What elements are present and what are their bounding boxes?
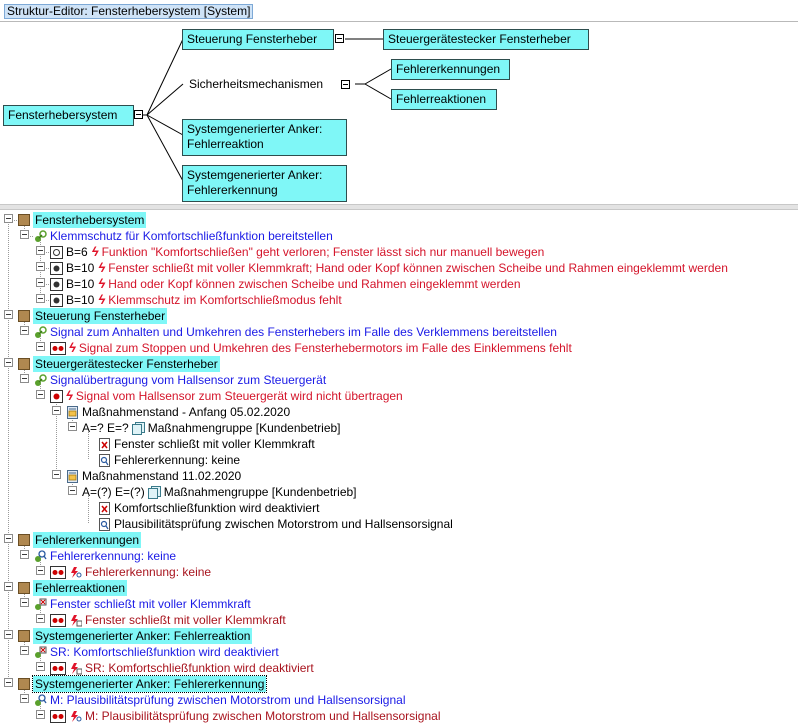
tree-node-fehlererkennungen[interactable] bbox=[18, 532, 141, 548]
failure-label: Klemmschutz im Komfortschließmodus fehlt bbox=[108, 293, 342, 307]
failure-mode-icon bbox=[50, 566, 66, 579]
avoidance-measure-icon bbox=[98, 502, 111, 515]
tree-toggle[interactable] bbox=[20, 230, 29, 239]
measure-label: Fehlererkennung: keine bbox=[114, 453, 241, 467]
failure-label: Signal vom Hallsensor zum Steuergerät wird nicht übertragen bbox=[75, 389, 403, 403]
failure-bolt-icon: ϟ bbox=[91, 244, 99, 259]
measure-label: Fenster schließt mit voller Klemmkraft bbox=[114, 437, 315, 451]
tree-toggle[interactable] bbox=[36, 246, 45, 255]
tree-node-anker-reaktion[interactable] bbox=[18, 628, 252, 644]
failure-bolt-icon: ϟ bbox=[98, 292, 106, 307]
failure-bolt-icon: ϟ bbox=[66, 388, 73, 403]
failure-label: M: Plausibilitätsprüfung zwischen Motorstrom und Hallsensorsignal bbox=[85, 709, 441, 723]
tree-function[interactable] bbox=[34, 596, 251, 612]
collapse-toggle[interactable] bbox=[335, 34, 344, 43]
diagram-node-label: Steuerung Fensterheber bbox=[187, 32, 318, 46]
function-label: Signalübertragung vom Hallsensor zum Steuergerät bbox=[50, 373, 327, 387]
system-element-icon bbox=[18, 214, 30, 226]
tree-node-label: Fehlererkennungen bbox=[35, 533, 140, 547]
tree-measure[interactable] bbox=[98, 516, 453, 532]
tree-toggle[interactable] bbox=[52, 406, 61, 415]
failure-label: Fenster schließt mit voller Klemmkraft bbox=[85, 613, 286, 627]
failure-label: Funktion "Komfortschließen" geht verloren; Fenster lässt sich nur manuell bewegen bbox=[101, 245, 545, 259]
tree-node-anker-erkennung[interactable] bbox=[18, 676, 266, 692]
diagram-node-fehlererkennungen[interactable] bbox=[391, 59, 510, 80]
measure-label: Plausibilitätsprüfung zwischen Motorstrom und Hallsensorsignal bbox=[114, 517, 453, 531]
failure-mode-icon bbox=[50, 294, 63, 307]
rating-label: A=? E=? bbox=[82, 421, 129, 435]
rating-label: A=(?) E=(?) bbox=[82, 485, 145, 499]
diagram-node-steuerung[interactable] bbox=[182, 29, 334, 50]
measure-group-label: Maßnahmengruppe [Kundenbetrieb] bbox=[163, 485, 357, 499]
failure-mode-icon bbox=[50, 614, 66, 627]
tree-node-label: Fehlerreaktionen bbox=[35, 581, 126, 595]
diagram-node-label: Fehlerreaktion bbox=[187, 137, 264, 151]
tree-toggle[interactable] bbox=[36, 342, 45, 351]
tree-toggle[interactable] bbox=[4, 630, 13, 639]
tree-measure-group[interactable] bbox=[82, 484, 357, 500]
system-element-icon bbox=[18, 358, 30, 370]
detection-measure-icon bbox=[98, 518, 111, 531]
tree-measure-state[interactable] bbox=[66, 404, 290, 420]
tree-toggle[interactable] bbox=[4, 534, 13, 543]
tree-toggle[interactable] bbox=[68, 422, 77, 431]
reaction-function-icon bbox=[34, 598, 47, 611]
measure-label: Komfortschließfunktion wird deaktiviert bbox=[114, 501, 320, 515]
detection-failure-icon bbox=[69, 566, 82, 579]
window-titlebar bbox=[0, 0, 798, 22]
failure-mode-icon bbox=[50, 262, 63, 275]
tree-toggle[interactable] bbox=[4, 358, 13, 367]
function-icon bbox=[34, 374, 47, 387]
tree-toggle[interactable] bbox=[20, 326, 29, 335]
measure-group-icon bbox=[148, 486, 161, 499]
measure-state-icon bbox=[66, 406, 79, 419]
window-title: Struktur-Editor: Fensterhebersystem [System] bbox=[4, 4, 253, 19]
detection-function-icon bbox=[34, 550, 47, 563]
diagram-node-sicherheit[interactable] bbox=[189, 77, 323, 92]
diagram-node-label: Sicherheitsmechanismen bbox=[189, 77, 324, 91]
reaction-function-icon bbox=[34, 646, 47, 659]
tree-toggle[interactable] bbox=[36, 662, 45, 671]
system-element-icon bbox=[18, 678, 30, 690]
diagram-node-label: Systemgenerierter Anker: bbox=[187, 122, 323, 136]
severity-label: B=6 bbox=[66, 245, 88, 259]
function-label: Fehlererkennung: keine bbox=[50, 549, 177, 563]
detection-measure-icon bbox=[98, 454, 111, 467]
tree-failure[interactable] bbox=[50, 276, 521, 292]
tree-failure[interactable] bbox=[50, 660, 314, 676]
tree-toggle[interactable] bbox=[68, 486, 77, 495]
tree-failure[interactable] bbox=[50, 244, 544, 260]
structure-tree[interactable] bbox=[0, 210, 798, 727]
tree-toggle[interactable] bbox=[36, 566, 45, 575]
tree-node-label: Systemgenerierter Anker: Fehlerreaktion bbox=[35, 629, 251, 643]
tree-function[interactable] bbox=[34, 324, 557, 340]
function-label: SR: Komfortschließfunktion wird deaktiviert bbox=[50, 645, 279, 659]
tree-measure-state[interactable] bbox=[66, 468, 241, 484]
tree-function[interactable] bbox=[34, 228, 333, 244]
tree-node-steuerung[interactable] bbox=[18, 308, 167, 324]
diagram-node-anker-erkennung[interactable] bbox=[182, 165, 347, 202]
collapse-toggle[interactable] bbox=[134, 110, 143, 119]
failure-mode-icon bbox=[50, 710, 66, 723]
failure-mode-icon bbox=[50, 390, 63, 403]
severity-label: B=10 bbox=[66, 293, 95, 307]
failure-mode-icon bbox=[50, 662, 66, 675]
tree-function[interactable] bbox=[34, 548, 176, 564]
tree-toggle[interactable] bbox=[36, 614, 45, 623]
tree-node-stecker[interactable] bbox=[18, 356, 220, 372]
tree-node-label: Steuerung Fensterheber bbox=[35, 309, 166, 323]
diagram-node-label: Fensterhebersystem bbox=[8, 108, 118, 122]
tree-node-fensterhebersystem[interactable] bbox=[18, 212, 146, 228]
diagram-node-stecker[interactable] bbox=[383, 29, 589, 50]
failure-bolt-icon: ϟ bbox=[69, 340, 76, 355]
tree-failure[interactable] bbox=[50, 612, 286, 628]
tree-failure[interactable] bbox=[50, 340, 572, 356]
tree-toggle[interactable] bbox=[36, 294, 45, 303]
tree-toggle[interactable] bbox=[36, 262, 45, 271]
severity-label: B=10 bbox=[66, 261, 95, 275]
function-label: Klemmschutz für Komfortschließfunktion bereitstellen bbox=[50, 229, 333, 243]
failure-label: Fenster schließt mit voller Klemmkraft; Hand oder Kopf können zwischen Scheibe und Rahmen eingeklemmt werden bbox=[108, 261, 728, 275]
measure-state-label: Maßnahmenstand - Anfang 05.02.2020 bbox=[82, 405, 291, 419]
failure-label: Signal zum Stoppen und Umkehren des Fensterhebermotors im Falle des Einklemmens fehlt bbox=[78, 341, 572, 355]
failure-mode-icon bbox=[50, 278, 63, 291]
tree-function[interactable] bbox=[34, 372, 326, 388]
tree-failure[interactable] bbox=[50, 388, 403, 404]
failure-bolt-icon: ϟ bbox=[98, 276, 106, 291]
avoidance-measure-icon bbox=[98, 438, 111, 451]
tree-failure[interactable] bbox=[50, 260, 728, 276]
tree-toggle[interactable] bbox=[20, 694, 29, 703]
measure-group-icon bbox=[132, 422, 145, 435]
tree-node-label: Fensterhebersystem bbox=[35, 213, 145, 227]
tree-toggle[interactable] bbox=[4, 310, 13, 319]
tree-node-label: Systemgenerierter Anker: Fehlererkennung bbox=[35, 677, 265, 691]
collapse-toggle[interactable] bbox=[341, 80, 350, 89]
tree-toggle[interactable] bbox=[36, 390, 45, 399]
severity-label: B=10 bbox=[66, 277, 95, 291]
tree-measure-group[interactable] bbox=[82, 420, 341, 436]
diagram-node-label: Fehlererkennungen bbox=[396, 62, 501, 76]
tree-toggle[interactable] bbox=[52, 470, 61, 479]
diagram-node-label: Fehlerreaktionen bbox=[396, 92, 487, 106]
function-icon bbox=[34, 326, 47, 339]
failure-label: Fehlererkennung: keine bbox=[85, 565, 212, 579]
tree-measure[interactable] bbox=[98, 436, 315, 452]
tree-toggle[interactable] bbox=[20, 374, 29, 383]
failure-bolt-icon: ϟ bbox=[98, 260, 106, 275]
function-label: Fenster schließt mit voller Klemmkraft bbox=[50, 597, 251, 611]
diagram-node-label: Fehlererkennung bbox=[187, 183, 278, 197]
tree-toggle[interactable] bbox=[20, 646, 29, 655]
tree-measure[interactable] bbox=[98, 452, 240, 468]
detection-failure-icon bbox=[69, 710, 82, 723]
system-element-icon bbox=[18, 310, 30, 322]
tree-failure[interactable] bbox=[50, 292, 342, 308]
diagram-node-anker-reaktion[interactable] bbox=[182, 119, 347, 156]
failure-label: Hand oder Kopf können zwischen Scheibe und Rahmen eingeklemmt werden bbox=[108, 277, 521, 291]
function-icon bbox=[34, 230, 47, 243]
failure-mode-icon bbox=[50, 342, 66, 355]
reaction-failure-icon bbox=[69, 614, 82, 627]
measure-state-icon bbox=[66, 470, 79, 483]
measure-state-label: Maßnahmenstand 11.02.2020 bbox=[82, 469, 242, 483]
tree-toggle[interactable] bbox=[4, 678, 13, 687]
diagram-node-label: Steuergerätestecker Fensterheber bbox=[388, 32, 571, 46]
structure-diagram[interactable] bbox=[0, 22, 798, 204]
function-label: M: Plausibilitätsprüfung zwischen Motorstrom und Hallsensorsignal bbox=[50, 693, 406, 707]
tree-node-label: Steuergerätestecker Fensterheber bbox=[35, 357, 218, 371]
tree-toggle[interactable] bbox=[4, 214, 13, 223]
diagram-node-fehlerreaktionen[interactable] bbox=[391, 89, 497, 110]
tree-toggle[interactable] bbox=[36, 710, 45, 719]
tree-function[interactable] bbox=[34, 692, 406, 708]
tree-failure[interactable] bbox=[50, 708, 441, 724]
diagram-node-label: Systemgenerierter Anker: bbox=[187, 168, 323, 182]
system-element-icon bbox=[18, 534, 30, 546]
tree-failure[interactable] bbox=[50, 564, 211, 580]
diagram-node-root[interactable] bbox=[3, 105, 134, 126]
tree-node-fehlerreaktionen[interactable] bbox=[18, 580, 127, 596]
system-element-icon bbox=[18, 630, 30, 642]
tree-function[interactable] bbox=[34, 644, 279, 660]
tree-toggle[interactable] bbox=[36, 278, 45, 287]
failure-label: SR: Komfortschließfunktion wird deaktiviert bbox=[85, 661, 314, 675]
tree-toggle[interactable] bbox=[20, 598, 29, 607]
tree-toggle[interactable] bbox=[4, 582, 13, 591]
function-label: Signal zum Anhalten und Umkehren des Fensterhebers im Falle des Verklemmens bereitstellen bbox=[50, 325, 557, 339]
measure-group-label: Maßnahmengruppe [Kundenbetrieb] bbox=[147, 421, 341, 435]
system-element-icon bbox=[18, 582, 30, 594]
tree-measure[interactable] bbox=[98, 500, 319, 516]
failure-mode-icon bbox=[50, 246, 63, 259]
detection-function-icon bbox=[34, 694, 47, 707]
reaction-failure-icon bbox=[69, 662, 82, 675]
tree-toggle[interactable] bbox=[20, 550, 29, 559]
